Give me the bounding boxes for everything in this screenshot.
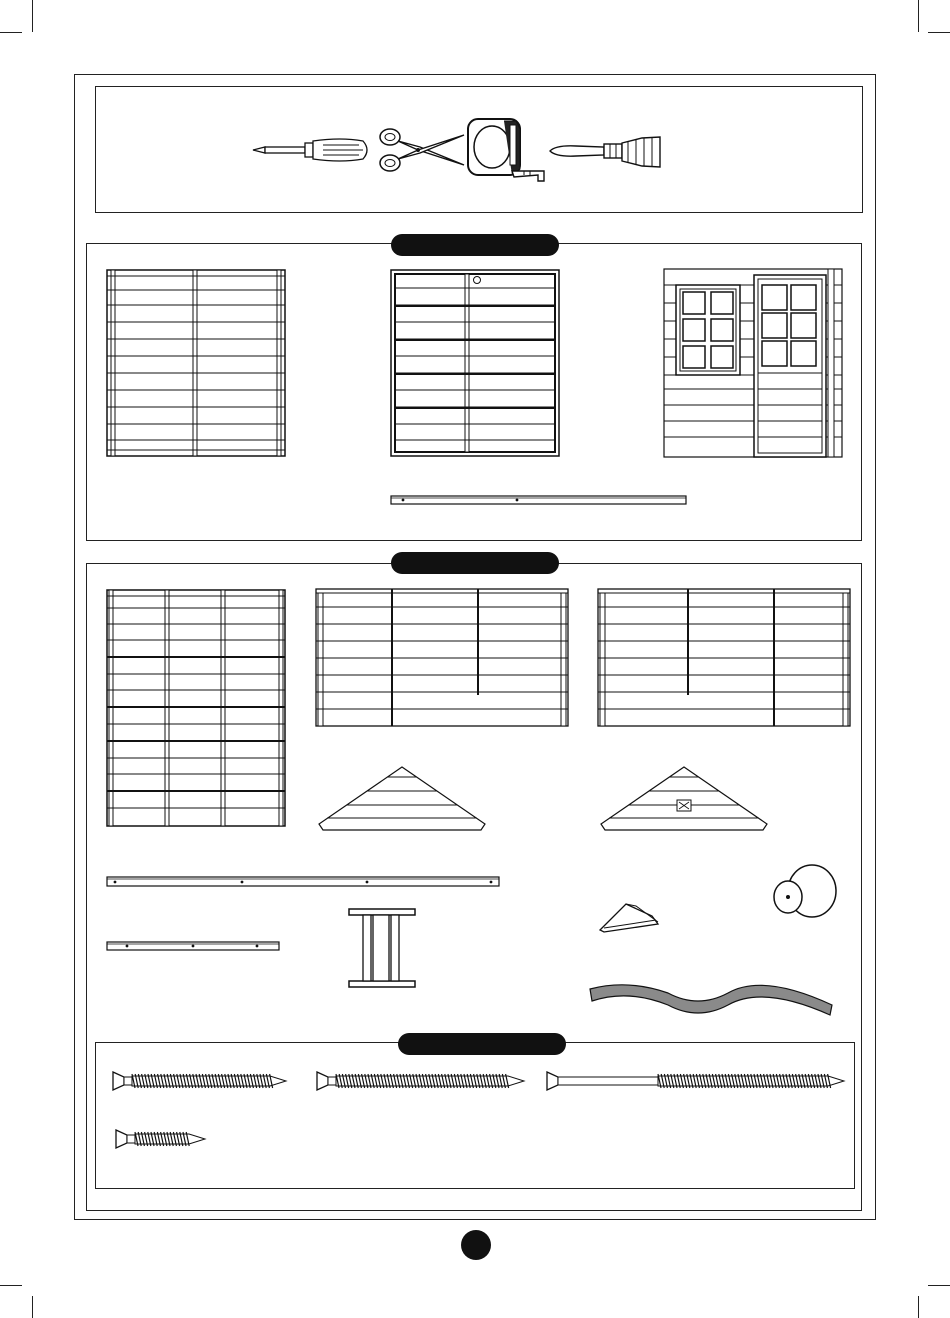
screw-short bbox=[115, 1128, 207, 1150]
roof-panel-right bbox=[598, 589, 850, 726]
roof-panel-left bbox=[316, 589, 568, 726]
screw-extra-long bbox=[546, 1070, 846, 1092]
support-frame bbox=[347, 908, 417, 988]
crop-mark bbox=[0, 32, 22, 33]
crop-mark bbox=[32, 1296, 33, 1318]
gable-triangle-vent bbox=[597, 766, 771, 832]
batten-strip-extra-long bbox=[107, 876, 500, 888]
parts-section-label bbox=[391, 552, 559, 574]
crop-mark bbox=[32, 0, 33, 32]
screws-section-label bbox=[398, 1033, 566, 1055]
wall-panel-plain bbox=[107, 270, 285, 456]
tape-measure-icon bbox=[464, 115, 549, 193]
crop-mark bbox=[918, 1296, 919, 1318]
walls-section-label bbox=[391, 234, 559, 256]
page-number bbox=[461, 1230, 491, 1260]
screw-medium bbox=[112, 1070, 288, 1092]
screwdriver-icon bbox=[251, 135, 371, 165]
roofing-felt bbox=[588, 975, 834, 1023]
tools-box bbox=[95, 86, 863, 213]
screw-long bbox=[316, 1070, 526, 1092]
wall-panel-rear bbox=[391, 270, 559, 456]
batten-strip-short bbox=[107, 941, 280, 953]
paint-brush-icon bbox=[546, 135, 666, 169]
crop-mark bbox=[0, 1285, 22, 1286]
crop-mark bbox=[928, 1285, 950, 1286]
floor-panel bbox=[107, 590, 285, 826]
crop-mark bbox=[928, 32, 950, 33]
screws-section bbox=[95, 1042, 855, 1189]
crop-mark bbox=[918, 0, 919, 32]
door-knob bbox=[768, 863, 840, 921]
gable-triangle-plain bbox=[315, 766, 489, 832]
corner-bracket bbox=[598, 900, 660, 934]
scissors-icon bbox=[376, 125, 466, 175]
batten-strip-long bbox=[391, 495, 687, 507]
wall-panel-front bbox=[664, 269, 842, 457]
